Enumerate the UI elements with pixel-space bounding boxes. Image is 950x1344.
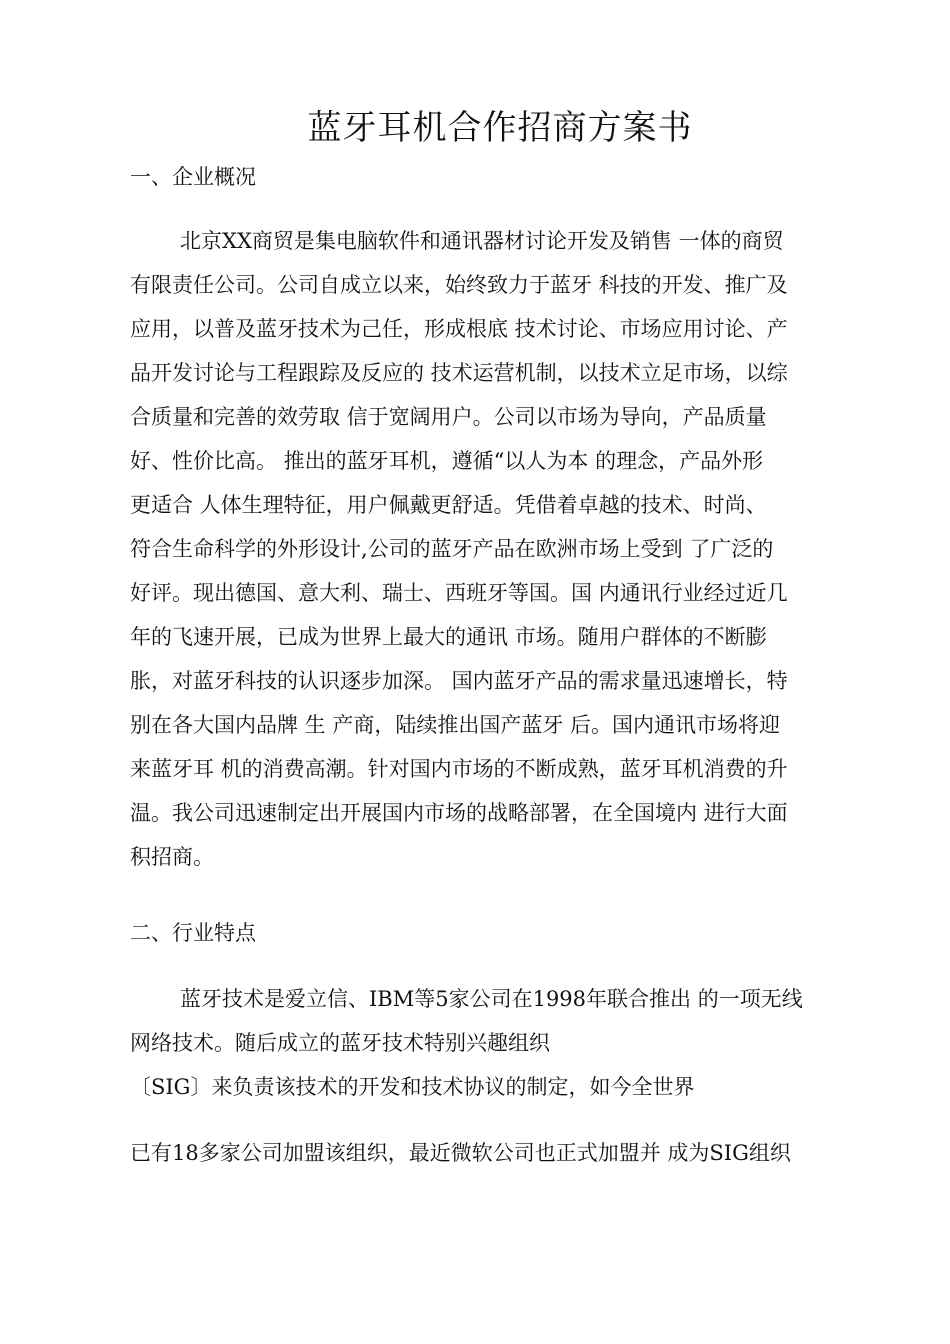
paragraph-line: 好、性价比高。 推出的蓝牙耳机，遵循“以人为本 的理念，产品外形 <box>130 449 764 473</box>
paragraph-line: 年的飞速开展，已成为世界上最大的通讯 市场。随用户群体的不断膨 <box>130 625 767 649</box>
paragraph-line: 已有18多家公司加盟该组织，最近微软公司也正式加盟并 成为SIG组织 <box>130 1141 791 1165</box>
paragraph-line: 积招商。 <box>130 845 214 869</box>
paragraph-line: 温。我公司迅速制定出开展国内市场的战略部署，在全国境内 进行大面 <box>130 801 788 825</box>
paragraph-line: 合质量和完善的效劳取 信于宽阔用户。公司以市场为导向，产品质量 <box>130 405 767 429</box>
paragraph-line: 〔SIG〕来负责该技术的开发和技术协议的制定，如今全世界 <box>130 1075 695 1099</box>
document-title: 蓝牙耳机合作招商方案书 <box>307 108 693 148</box>
section-heading-company-overview: 一、企业概况 <box>130 165 256 189</box>
paragraph-line: 好评。现出德国、意大利、瑞士、西班牙等国。国 内通讯行业经过近几 <box>130 581 788 605</box>
paragraph-line: 符合生命科学的外形设计,公司的蓝牙产品在欧洲市场上受到 了广泛的 <box>130 537 774 561</box>
paragraph-line: 更适合 人体生理特征，用户佩戴更舒适。凭借着卓越的技术、时尚、 <box>130 493 767 517</box>
paragraph-line: 应用，以普及蓝牙技术为己任，形成根底 技术讨论、市场应用讨论、产 <box>130 317 788 341</box>
paragraph-line: 有限责任公司。公司自成立以来，始终致力于蓝牙 科技的开发、推广及 <box>130 273 788 297</box>
section-heading-industry-features: 二、行业特点 <box>130 921 256 945</box>
paragraph-line: 蓝牙技术是爱立信、IBM等5家公司在1998年联合推出 的一项无线 <box>180 987 803 1011</box>
paragraph-line: 网络技术。随后成立的蓝牙技术特别兴趣组织 <box>130 1031 550 1055</box>
paragraph-line: 胀，对蓝牙科技的认识逐步加深。 国内蓝牙产品的需求量迅速增长，特 <box>130 669 788 693</box>
paragraph-line: 来蓝牙耳 机的消费高潮。针对国内市场的不断成熟，蓝牙耳机消费的升 <box>130 757 788 781</box>
paragraph-line: 品开发讨论与工程跟踪及反应的 技术运营机制，以技术立足市场，以综 <box>130 361 788 385</box>
paragraph-line: 北京XX商贸是集电脑软件和通讯器材讨论开发及销售 一体的商贸 <box>180 229 784 253</box>
paragraph-line: 别在各大国内品牌 生 产商，陆续推出国产蓝牙 后。国内通讯市场将迎 <box>130 713 781 737</box>
